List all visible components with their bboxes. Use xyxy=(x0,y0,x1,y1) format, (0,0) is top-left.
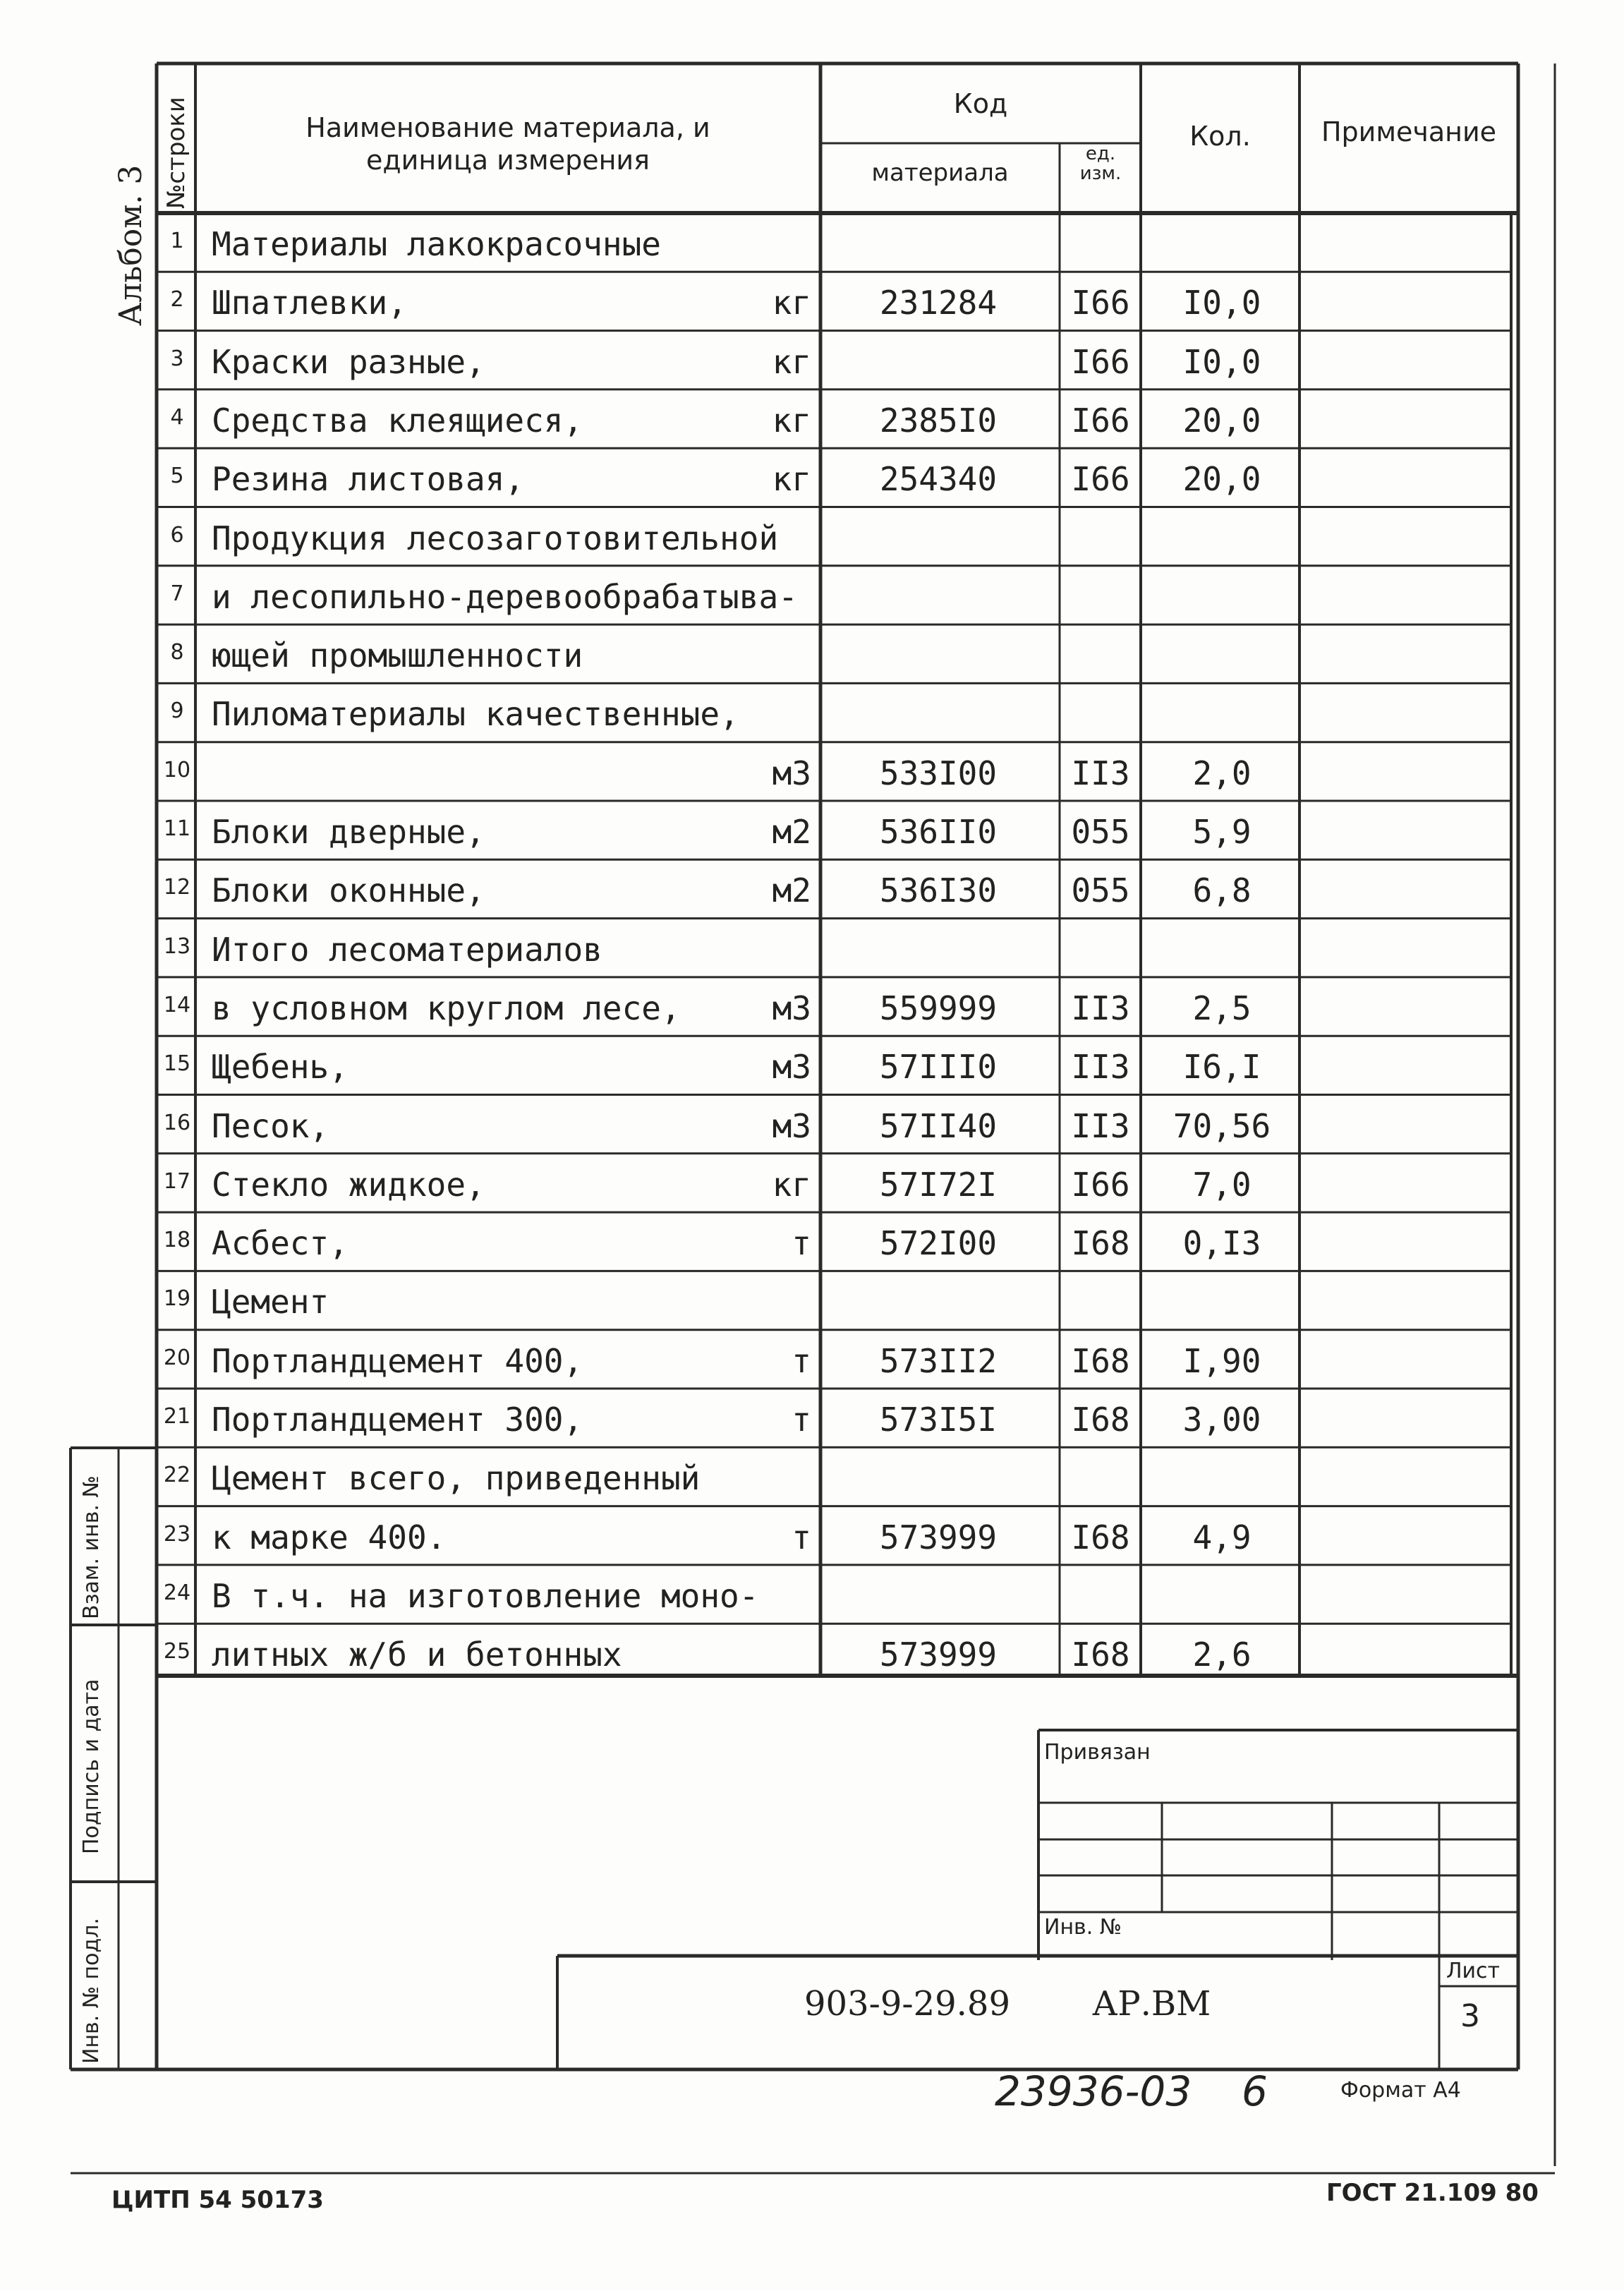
quantity: 6,8 xyxy=(1192,871,1252,910)
header-name: Наименование материала, и единица измерения xyxy=(305,112,710,176)
row-number: 9 xyxy=(170,699,184,724)
privyazan-label: Привязан xyxy=(1044,1740,1151,1765)
quantity: 4,9 xyxy=(1192,1518,1252,1556)
unit-code: I68 xyxy=(1071,1341,1130,1380)
format-label: Формат А4 xyxy=(1340,2078,1461,2103)
material-name: Пиломатериалы качественные, xyxy=(212,695,739,734)
material-name: к марке 400. xyxy=(212,1518,447,1556)
row-number: 25 xyxy=(163,1639,191,1664)
row-number: 15 xyxy=(163,1051,191,1077)
material-name: Портландцемент 400, xyxy=(212,1341,583,1380)
unit: кг xyxy=(772,1165,811,1204)
row-number: 11 xyxy=(163,816,191,841)
row-number: 24 xyxy=(163,1580,191,1605)
unit: т xyxy=(792,1401,811,1439)
unit-code: I68 xyxy=(1071,1224,1130,1263)
quantity: 20,0 xyxy=(1182,460,1261,499)
unit: м3 xyxy=(772,1048,811,1087)
sheet-number: 3 xyxy=(1460,1998,1480,2034)
quantity: 2,0 xyxy=(1192,754,1252,792)
row-number: 20 xyxy=(163,1345,191,1370)
material-code: 573999 xyxy=(879,1636,998,1674)
header-code-unit: ед. изм. xyxy=(1079,143,1122,184)
header-code: Код xyxy=(953,88,1008,119)
unit-code: II3 xyxy=(1071,1106,1130,1145)
row-number: 21 xyxy=(163,1404,191,1429)
material-code: 2385I0 xyxy=(879,401,998,440)
unit-code: I68 xyxy=(1071,1518,1130,1556)
quantity: I0,0 xyxy=(1182,342,1261,381)
row-number: 14 xyxy=(163,992,191,1017)
material-name: Песок, xyxy=(212,1106,329,1145)
material-name: Краски разные, xyxy=(212,342,485,381)
row-number: 12 xyxy=(163,875,191,900)
material-name: Портландцемент 300, xyxy=(212,1401,583,1439)
material-code: 572I00 xyxy=(879,1224,998,1263)
row-number: 22 xyxy=(163,1463,191,1488)
unit: т xyxy=(792,1224,811,1263)
quantity: I0,0 xyxy=(1182,284,1261,322)
row-number: 8 xyxy=(170,640,184,665)
material-name: Шпатлевки, xyxy=(212,284,407,322)
row-number: 1 xyxy=(170,229,184,253)
unit: м3 xyxy=(772,754,811,792)
material-name: ющей промышленности xyxy=(212,636,583,675)
row-number: 6 xyxy=(170,522,184,548)
album-label: Альбом. 3 xyxy=(113,164,149,326)
handwritten-number: 23936-03 xyxy=(995,2067,1192,2115)
doc-code: 903-9-29.89 xyxy=(804,1984,1011,2024)
unit: м2 xyxy=(772,871,811,910)
material-code: 536II0 xyxy=(879,813,998,851)
material-name: Итого лесоматериалов xyxy=(212,930,602,969)
unit: кг xyxy=(772,284,811,322)
unit: м3 xyxy=(772,989,811,1027)
material-name: В т.ч. на изготовление моно- xyxy=(212,1576,759,1615)
material-code: 559999 xyxy=(879,989,998,1027)
material-code: 533I00 xyxy=(879,754,998,792)
row-number: 7 xyxy=(170,581,184,606)
material-code: 231284 xyxy=(879,284,998,322)
quantity: I,90 xyxy=(1182,1341,1261,1380)
quantity: 0,I3 xyxy=(1182,1224,1261,1263)
unit-code: I68 xyxy=(1071,1636,1130,1674)
row-number: 19 xyxy=(163,1286,191,1312)
unit: т xyxy=(792,1518,811,1556)
row-number: 3 xyxy=(170,346,184,371)
material-code: 57I72I xyxy=(879,1165,998,1204)
row-number: 5 xyxy=(170,464,184,489)
row-number: 4 xyxy=(170,404,184,430)
unit-code: I68 xyxy=(1071,1401,1130,1439)
inv-podl-label: Инв. № подл. xyxy=(79,1918,104,2064)
row-number: 17 xyxy=(163,1168,191,1194)
unit-code: I66 xyxy=(1071,284,1130,322)
quantity: 5,9 xyxy=(1192,813,1252,851)
quantity: 7,0 xyxy=(1192,1165,1252,1204)
unit: м3 xyxy=(772,1106,811,1145)
row-number: 13 xyxy=(163,933,191,959)
unit-code: II3 xyxy=(1071,1048,1130,1087)
unit: м2 xyxy=(772,813,811,851)
unit-code: II3 xyxy=(1071,754,1130,792)
material-name: Средства клеящиеся, xyxy=(212,401,583,440)
footer-gost: ГОСТ 21.109 80 xyxy=(1326,2179,1539,2207)
unit: т xyxy=(792,1341,811,1380)
inv-no-label: Инв. № xyxy=(1044,1915,1122,1940)
material-code: 573999 xyxy=(879,1518,998,1556)
doc-mark: АР.ВМ xyxy=(1092,1984,1211,2024)
unit-code: I66 xyxy=(1071,460,1130,499)
quantity: I6,I xyxy=(1182,1048,1261,1087)
quantity: 2,6 xyxy=(1192,1636,1252,1674)
unit-code: I66 xyxy=(1071,401,1130,440)
material-code: 57II40 xyxy=(879,1106,998,1145)
material-name: Материалы лакокрасочные xyxy=(212,225,661,263)
row-number: 10 xyxy=(163,757,191,782)
header-qty: Кол. xyxy=(1189,121,1251,152)
sheet-label: Лист xyxy=(1446,1959,1501,1983)
unit-code: I66 xyxy=(1071,1165,1130,1204)
material-name: Стекло жидкое, xyxy=(212,1165,485,1204)
quantity: 2,5 xyxy=(1192,989,1252,1027)
material-code: 536I30 xyxy=(879,871,998,910)
header-row-no: №строки xyxy=(162,97,190,209)
material-name: Щебень, xyxy=(212,1048,349,1087)
row-number: 23 xyxy=(163,1521,191,1547)
quantity: 3,00 xyxy=(1182,1401,1261,1439)
material-name: Блоки оконные, xyxy=(212,871,485,910)
unit-code: I66 xyxy=(1071,342,1130,381)
row-number: 18 xyxy=(163,1228,191,1253)
header-code-material: материала xyxy=(871,159,1009,187)
material-name: Асбест, xyxy=(212,1224,349,1263)
unit-code: 055 xyxy=(1071,813,1130,851)
material-name: Блоки дверные, xyxy=(212,813,485,851)
material-name: Цемент xyxy=(212,1283,329,1322)
unit: кг xyxy=(772,342,811,381)
material-code: 254340 xyxy=(879,460,998,499)
quantity: 70,56 xyxy=(1172,1106,1271,1145)
material-name: Продукция лесозаготовительной xyxy=(212,519,779,557)
unit-code: 055 xyxy=(1071,871,1130,910)
material-name: Резина листовая, xyxy=(212,460,525,499)
material-code: 573II2 xyxy=(879,1341,998,1380)
row-number: 16 xyxy=(163,1110,191,1135)
quantity: 20,0 xyxy=(1182,401,1261,440)
header-note: Примечание xyxy=(1321,116,1497,147)
row-number: 2 xyxy=(170,287,184,313)
material-name: Цемент всего, приведенный xyxy=(212,1459,701,1498)
footer-left-code: ЦИТП 54 50173 xyxy=(111,2186,324,2214)
material-code: 573I5I xyxy=(879,1401,998,1439)
unit: кг xyxy=(772,401,811,440)
unit-code: II3 xyxy=(1071,989,1130,1027)
material-name: литных ж/б и бетонных xyxy=(212,1636,622,1674)
handwritten-number-2: 6 xyxy=(1242,2067,1268,2115)
vzam-inv-label: Взам. инв. № xyxy=(79,1475,104,1619)
material-name: и лесопильно-деревообрабатыва- xyxy=(212,577,798,616)
material-code: 57III0 xyxy=(879,1048,998,1087)
material-name: в условном круглом лесе, xyxy=(212,989,681,1027)
podpis-data-label: Подпись и дата xyxy=(79,1679,104,1854)
unit: кг xyxy=(772,460,811,499)
